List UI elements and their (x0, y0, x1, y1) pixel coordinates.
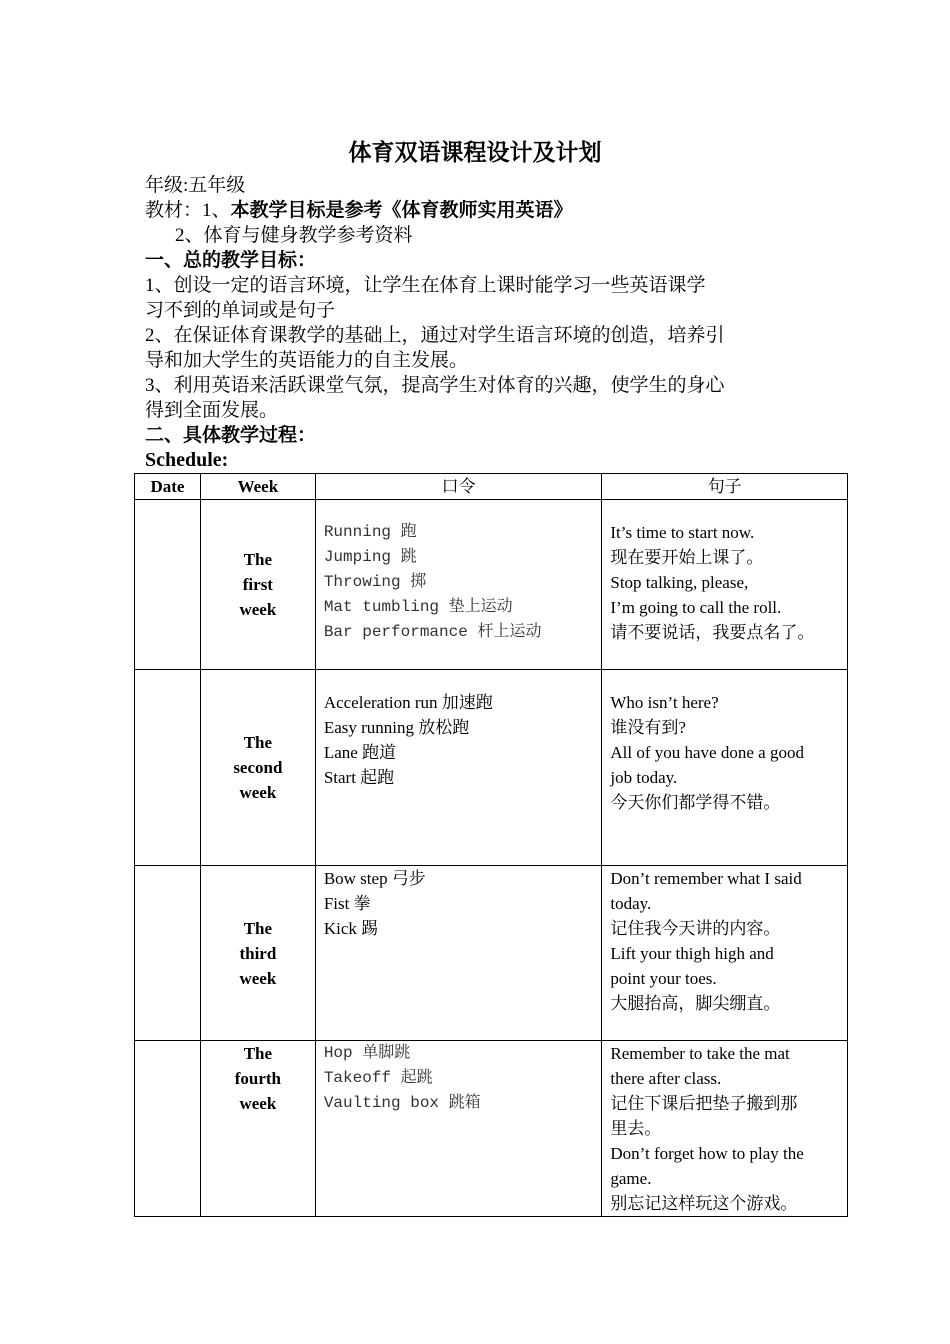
sentence-line: job today. (610, 768, 678, 787)
table-row (135, 1041, 848, 1217)
sentences-cell (602, 1041, 848, 1217)
week-word: second (233, 758, 283, 777)
sentence-line: 别忘记这样玩这个游戏。 (610, 1194, 798, 1213)
sentence-line: 谁没有到? (610, 718, 686, 737)
material-prefix: 教材：1、 (145, 200, 231, 221)
week-cell (200, 670, 315, 866)
command-line: Kick 踢 (323, 919, 379, 938)
week-word: week (239, 1094, 277, 1113)
week-cell (200, 866, 315, 1041)
date-cell (135, 1041, 201, 1217)
schedule-table (134, 473, 848, 1217)
sentence-line: Don’t forget how to play the (610, 1144, 804, 1163)
command-line: Lane 跑道 (323, 743, 397, 762)
sentences-cell (602, 670, 848, 866)
command-line: Acceleration run 加速跑 (323, 693, 493, 712)
goal-line: 得到全面发展。 (145, 400, 279, 421)
sentence-line: Lift your thigh high and (610, 944, 774, 963)
sentence-line: All of you have done a good (610, 743, 804, 762)
header-commands: 口令 (315, 474, 602, 500)
sentence-line: 里去。 (610, 1119, 662, 1138)
command-line: Throwing 掷 (323, 573, 427, 591)
sentence-line: 记住下课后把垫子搬到那 (610, 1094, 798, 1113)
table-row (135, 670, 848, 866)
section1-heading: 一、总的教学目标： (145, 250, 317, 271)
sentence-line: point your toes. (610, 969, 717, 988)
header-sentences: 句子 (602, 474, 848, 500)
sentence-line: Remember to take the mat (610, 1044, 790, 1063)
command-line: Jumping 跳 (323, 548, 417, 566)
commands-cell (315, 866, 602, 1041)
command-line: Vaulting box 跳箱 (323, 1094, 481, 1112)
header-week: Week (200, 474, 315, 500)
command-line: Mat tumbling 垫上运动 (323, 598, 513, 616)
week-word: fourth (234, 1069, 282, 1088)
material-item-2: 2、体育与健身教学参考资料 (175, 225, 413, 246)
table-row (135, 866, 848, 1041)
sentence-line: It’s time to start now. (610, 523, 755, 542)
week-word: The (243, 550, 273, 569)
command-line: Start 起跑 (323, 768, 395, 787)
goal-line: 习不到的单词或是句子 (145, 300, 336, 321)
command-line: Bow step 弓步 (323, 869, 426, 888)
material-line (145, 198, 825, 223)
goal-line: 3、利用英语来活跃课堂气氛，提高学生对体育的兴趣，使学生的身心 (145, 375, 725, 396)
schedule-label: Schedule: (145, 449, 229, 471)
date-cell (135, 670, 201, 866)
sentence-line: 请不要说话，我要点名了。 (610, 623, 815, 642)
sentence-line: 现在要开始上课了。 (610, 548, 764, 567)
page-title: 体育双语课程设计及计划 (348, 140, 602, 165)
table-header-row (135, 474, 848, 500)
goal-line: 2、在保证体育课教学的基础上，通过对学生语言环境的创造，培养引 (145, 325, 725, 346)
command-line: Bar performance 杆上运动 (323, 623, 542, 641)
sentence-line: Don’t remember what I said (610, 869, 802, 888)
goal-line: 导和加大学生的英语能力的自主发展。 (145, 350, 469, 371)
intro-block (145, 173, 825, 473)
command-line: Easy running 放松跑 (323, 718, 470, 737)
week-word: week (239, 600, 277, 619)
material-title: 本教学目标是参考《体育教师实用英语》 (230, 200, 573, 221)
week-word: The (243, 1044, 273, 1063)
sentence-line: Who isn’t here? (610, 693, 719, 712)
sentence-line: today. (610, 894, 652, 913)
command-line: Running 跑 (323, 523, 417, 541)
week-word: The (243, 733, 273, 752)
commands-cell (315, 500, 602, 670)
command-line: Hop 单脚跳 (323, 1044, 411, 1062)
week-word: first (242, 575, 273, 594)
week-cell (200, 500, 315, 670)
sentence-line: 记住我今天讲的内容。 (610, 919, 781, 938)
sentence-line: 今天你们都学得不错。 (610, 793, 781, 812)
command-line: Fist 拳 (323, 894, 371, 913)
command-line: Takeoff 起跳 (323, 1069, 433, 1087)
week-word: week (239, 783, 277, 802)
sentence-line: 大腿抬高，脚尖绷直。 (610, 994, 781, 1013)
date-cell (135, 500, 201, 670)
table-row (135, 500, 848, 670)
week-cell (200, 1041, 315, 1217)
goal-line: 1、创设一定的语言环境，让学生在体育上课时能学习一些英语课学 (145, 275, 706, 296)
week-word: The (243, 918, 273, 938)
sentence-line: there after class. (610, 1069, 722, 1088)
sentence-line: I’m going to call the roll. (610, 598, 782, 617)
section2-heading: 二、具体教学过程： (145, 425, 317, 446)
week-word: week (239, 968, 277, 988)
sentence-line: Stop talking, please, (610, 573, 749, 592)
date-cell (135, 866, 201, 1041)
grade-line: 年级:五年级 (145, 175, 246, 196)
commands-cell (315, 1041, 602, 1217)
week-word: third (239, 943, 277, 963)
sentences-cell (602, 866, 848, 1041)
sentence-line: game. (610, 1169, 652, 1188)
header-date: Date (135, 474, 201, 500)
commands-cell (315, 670, 602, 866)
sentences-cell (602, 500, 848, 670)
